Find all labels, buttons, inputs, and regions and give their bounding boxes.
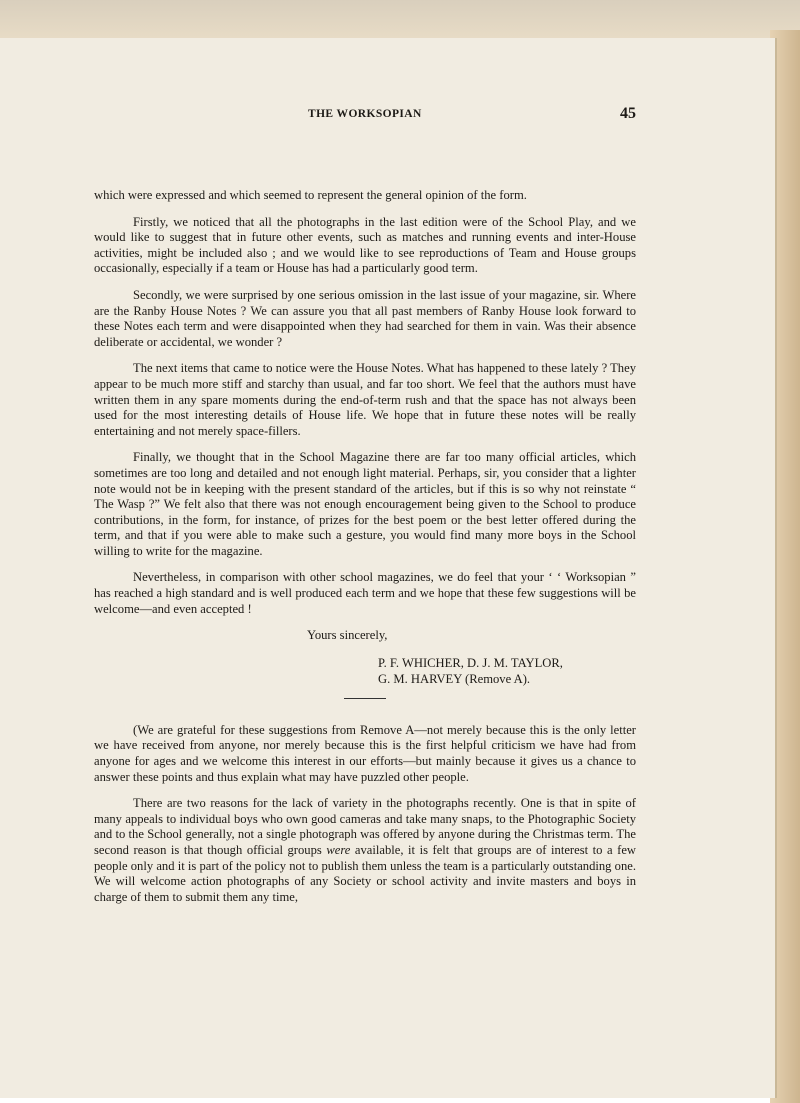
paragraph <box>94 796 636 905</box>
closing-salutation: Yours sincerely, <box>307 628 388 643</box>
signature-block <box>94 655 636 687</box>
text-span: available, it is felt that groups are of interest to a few people only and it is part of the policy not to publish them unless the team is a particularly outstanding one. We will welcome action photographs of any Society or school activity and invite masters and boys in charge of them to submit them any time, <box>94 843 637 904</box>
paragraph: (We are grateful for these suggestions from Remove A—not merely because this is the only letter we have received from anyone, nor merely because this is the first helpful criticism we have had from anyone for ages and we welcome this interest in our efforts—but mainly because it gives us a chance to answer these points and thus explain what may have puzzled other people. <box>94 722 636 784</box>
paragraph: which were expressed and which seemed to represent the general opinion of the form. <box>94 188 527 202</box>
page-body <box>94 188 636 916</box>
signature-line: P. F. WHICHER, D. J. M. TAYLOR, <box>378 655 563 670</box>
italic-text: were <box>326 843 351 857</box>
signature-line: G. M. HARVEY (Remove A). <box>378 671 531 686</box>
paragraph: Finally, we thought that in the School Magazine there are far too many official articles, which sometimes are too long and detailed and not enough light material. Perhaps, sir, you consider that a lighter note would not be in keeping with the present standard of the articles, but if this is so why not reinstate “ The Wasp ?” We felt also that there was not enough encouragement being given to the School to produce contributions, in the form, for instance, of prizes for the best poem or the best letter offered during the term, and that if you were able to make such a gesture, you would find many more boys in the School willing to write for the magazine. <box>94 450 636 558</box>
section-divider <box>344 698 386 699</box>
paragraph: Secondly, we were surprised by one serious omission in the last issue of your magazine, sir. Where are the Ranby House Notes ? We can assure you that all past members of Ranby House look forward to these Notes each term and were disappointed when they had searched for them in vain. Was their absence deliberate or accidental, we wonder ? <box>94 287 636 349</box>
paragraph: Nevertheless, in comparison with other school magazines, we do feel that your ‘ ‘ Worksopian ” has reached a high standard and is well produced each term and we hope that these few suggestions will be welcome—and even accepted ! <box>94 570 636 616</box>
text-span: There are two reasons for the lack of variety in the photographs recently. One is that in spite of many appeals to individual boys who own good cameras and take many snaps, to the Photographic Society and to the School generally, not a single photograph was offered by anyone during the Christmas term. The second reason is that though official groups <box>94 796 636 857</box>
running-title: THE WORKSOPIAN <box>308 108 422 120</box>
paragraph: The next items that came to notice were the House Notes. What has happened to these lately ? They appear to be much more stiff and starchy than usual, and far too short. We feel that the authors must have written them in any spare moments during the end-of-term rush and that the space has not always been used for the most interesting details of House life. We hope that in future these notes will be really entertaining and not merely space-fillers. <box>94 361 636 438</box>
paragraph: Firstly, we noticed that all the photographs in the last edition were of the School Play, and we would like to suggest that in future other events, such as matches and running events and inter-House activities, might be included also ; and we would like to see reproductions of Team and House groups occasionally, especially if a team or House has had a particularly good term. <box>94 214 636 276</box>
scan-background <box>0 0 800 40</box>
page-number: 45 <box>620 105 636 122</box>
